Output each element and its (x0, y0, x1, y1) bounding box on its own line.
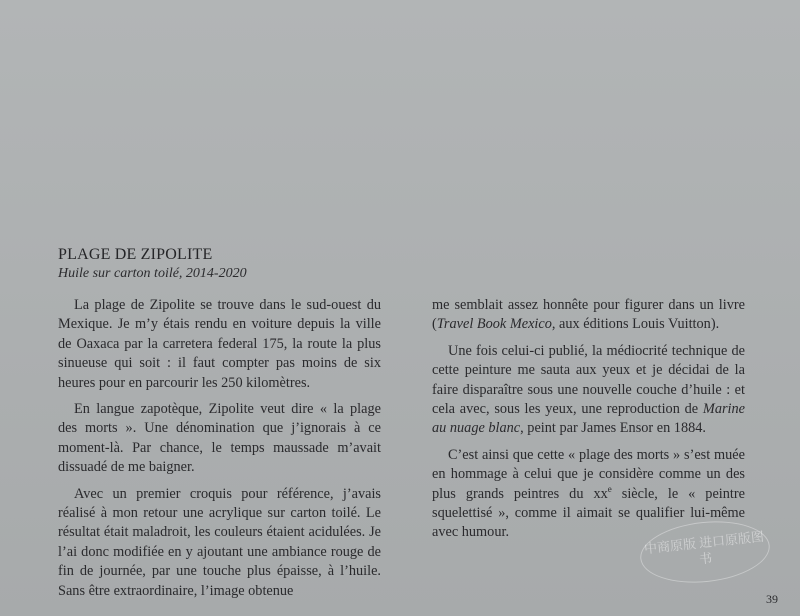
century-superscript: e (607, 483, 612, 494)
paragraph-2: En langue zapotèque, Zipolite veut dire « la plage des morts ». Une dénomination que j’ignorais à ce moment-là. Par chance, le temps maussade m’avait dissuadé de me baigner. (58, 401, 381, 476)
text-run: Une fois celui-ci publié, la médiocrité technique de cette peinture me sauta aux yeux et je décidai de la faire disparaître sous une nouvelle couche d’huile : et cela avec, sous les yeux, une reproduction de (432, 342, 745, 418)
book-title: Travel Book Mexico (436, 316, 552, 333)
text-run: , peint par James Ensor en 1884. (520, 420, 706, 437)
right-column (432, 296, 745, 543)
text-run: C’est ainsi que cette « plage des morts » s’est muée en hommage à celui que je considère comme un des plus grands peintres du xx (432, 446, 745, 502)
artwork-title: Marine au nuage blanc (432, 401, 745, 437)
page-heading: PLAGE DE ZIPOLITE (58, 246, 213, 263)
paragraph-3-continued (432, 296, 745, 335)
left-column (58, 296, 381, 601)
text-run: siècle, le « peintre squelettisé », comme il aimait se qualifier lui-même avec humour. (432, 485, 745, 541)
paragraph-1: La plage de Zipolite se trouve dans le sud-ouest du Mexique. Je m’y étais rendu en voiture depuis la ville de Oaxaca par la carretera federal 175, la route la plus sinueuse qui soit : il faut compter pas moins de six heures pour en parcourir les 250 kilomètres. (58, 297, 381, 391)
artwork-caption: Huile sur carton toilé, 2014-2020 (58, 266, 247, 281)
text-run: , aux éditions Louis Vuitton). (551, 316, 720, 333)
paragraph-3: Avec un premier croquis pour référence, j’avais réalisé à mon retour une acrylique sur carton toilé. Le résultat était maladroit, les couleurs étaient acidulées. Je l’ai donc modifiée en y ajoutant une ambiance rouge de fin de journée, par une touche plus épaisse, à l’huile. Sans être extraordinaire, l’image obtenue (58, 485, 381, 599)
text-run: me semblait assez honnête pour figurer dans un livre ( (432, 297, 745, 333)
page-number: 39 (766, 592, 778, 606)
watermark-stamp: 中商原版 进口原版图书 (637, 515, 773, 588)
paragraph-4 (432, 342, 745, 439)
